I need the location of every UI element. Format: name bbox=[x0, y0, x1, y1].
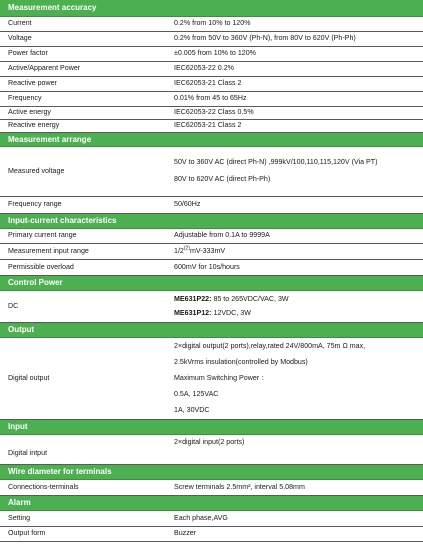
row-label: Setting bbox=[0, 510, 166, 526]
section-title: Input bbox=[0, 419, 423, 434]
section-header bbox=[0, 275, 423, 290]
section-header bbox=[0, 464, 423, 479]
row-value bbox=[166, 243, 423, 259]
row-value: Adjustable from 0.1A to 9999A bbox=[166, 228, 423, 243]
row-label: Current bbox=[0, 16, 166, 31]
section-header bbox=[0, 495, 423, 510]
value-line bbox=[174, 295, 423, 304]
row-label: Measured voltage bbox=[0, 146, 166, 196]
table-row bbox=[0, 228, 423, 243]
table-row bbox=[0, 76, 423, 91]
row-value: 600mV for 10s/hours bbox=[166, 259, 423, 275]
model-spec: 85 to 265VDC/VAC, 3W bbox=[211, 294, 289, 303]
row-label: Reactive energy bbox=[0, 119, 166, 132]
row-value: IEC62053-21 Class 2 bbox=[166, 76, 423, 91]
row-value: 0.01% from 45 to 65Hz bbox=[166, 91, 423, 106]
row-value: IEC62053-22 0.2% bbox=[166, 61, 423, 76]
model-name: ME631P22: bbox=[174, 294, 212, 303]
row-label: Voltage bbox=[0, 31, 166, 46]
section-header bbox=[0, 322, 423, 337]
table-row bbox=[0, 243, 423, 259]
row-value: ±0.005 from 10% to 120% bbox=[166, 46, 423, 61]
value-line: 2.5kVrms insulation(controlled by Modbus) bbox=[174, 358, 308, 366]
row-label: Digital output bbox=[0, 337, 166, 419]
row-label: Primary current range bbox=[0, 228, 166, 243]
section-title: Output bbox=[0, 322, 423, 337]
table-row bbox=[0, 46, 423, 61]
value-part: 1/2 bbox=[174, 246, 184, 255]
section-header bbox=[0, 419, 423, 434]
section-header bbox=[0, 213, 423, 228]
section-title: Measurement accuracy bbox=[0, 0, 423, 16]
row-label: Output form bbox=[0, 526, 166, 541]
table-row bbox=[0, 91, 423, 106]
section-header bbox=[0, 132, 423, 146]
row-label: Digital intput bbox=[0, 434, 166, 464]
row-value: 50/60Hz bbox=[166, 196, 423, 213]
value-line: 50V to 360V AC (direct Ph-N) ,999kV/100,110,115,120V (Via PT) bbox=[174, 158, 378, 166]
row-value: IEC62053-21 Class 2 bbox=[166, 119, 423, 132]
table-row bbox=[0, 31, 423, 46]
table-row bbox=[0, 337, 423, 419]
row-label: Frequency range bbox=[0, 196, 166, 213]
row-value: 0.2% from 10% to 120% bbox=[166, 16, 423, 31]
table-row bbox=[0, 61, 423, 76]
model-name: ME631P12: bbox=[174, 308, 212, 317]
row-label: Power factor bbox=[0, 46, 166, 61]
table-row bbox=[0, 106, 423, 119]
row-value bbox=[166, 337, 423, 419]
table-row bbox=[0, 16, 423, 31]
table-row bbox=[0, 146, 423, 196]
table-row bbox=[0, 196, 423, 213]
value-line: 80V to 620V AC (direct Ph-Ph) bbox=[174, 175, 271, 183]
row-label: Connections-terminals bbox=[0, 479, 166, 495]
row-label: DC bbox=[0, 290, 166, 322]
value-part: mV-333mV bbox=[190, 246, 226, 255]
value-line: 2×digital output(2 ports),relay,rated 24V/800mA, 75m Ω max, bbox=[174, 342, 366, 350]
table-row bbox=[0, 434, 423, 464]
table-row bbox=[0, 526, 423, 541]
value-line: Maximum Switching Power ： bbox=[174, 374, 269, 382]
row-label: Frequency bbox=[0, 91, 166, 106]
value-line bbox=[174, 309, 423, 318]
table-row bbox=[0, 259, 423, 275]
section-title: Control Power bbox=[0, 275, 423, 290]
row-label: Permissible overload bbox=[0, 259, 166, 275]
row-label: Active energy bbox=[0, 106, 166, 119]
row-value: Screw terminals 2.5mm², interval 5.08mm bbox=[166, 479, 423, 495]
row-label: Measurement input range bbox=[0, 243, 166, 259]
section-header bbox=[0, 0, 423, 16]
row-value: Buzzer bbox=[166, 526, 423, 541]
footnote-marker: (2) bbox=[183, 245, 190, 252]
table-row bbox=[0, 479, 423, 495]
table-row bbox=[0, 290, 423, 322]
row-label: Active/Apparent Power bbox=[0, 61, 166, 76]
section-title: Wire diameter for terminals bbox=[0, 464, 423, 479]
section-title: Alarm bbox=[0, 495, 423, 510]
row-value bbox=[166, 290, 423, 322]
section-title: Measurement arrange bbox=[0, 132, 423, 146]
model-spec: 12VDC, 3W bbox=[211, 308, 251, 317]
value-line: 0.5A, 125VAC bbox=[174, 390, 219, 398]
row-value: IEC62053-22 Class 0.5% bbox=[166, 106, 423, 119]
table-row bbox=[0, 510, 423, 526]
section-title: Input-current characteristics bbox=[0, 213, 423, 228]
row-label: Reactive power bbox=[0, 76, 166, 91]
row-value: Each phase,AVG bbox=[166, 510, 423, 526]
table-row bbox=[0, 119, 423, 132]
row-value: 0.2% from 50V to 360V (Ph-N), from 80V to 620V (Ph-Ph) bbox=[166, 31, 423, 46]
row-value bbox=[166, 146, 423, 196]
value-line: 1A, 30VDC bbox=[174, 406, 210, 414]
row-value: 2×digital input(2 ports) bbox=[166, 434, 423, 464]
